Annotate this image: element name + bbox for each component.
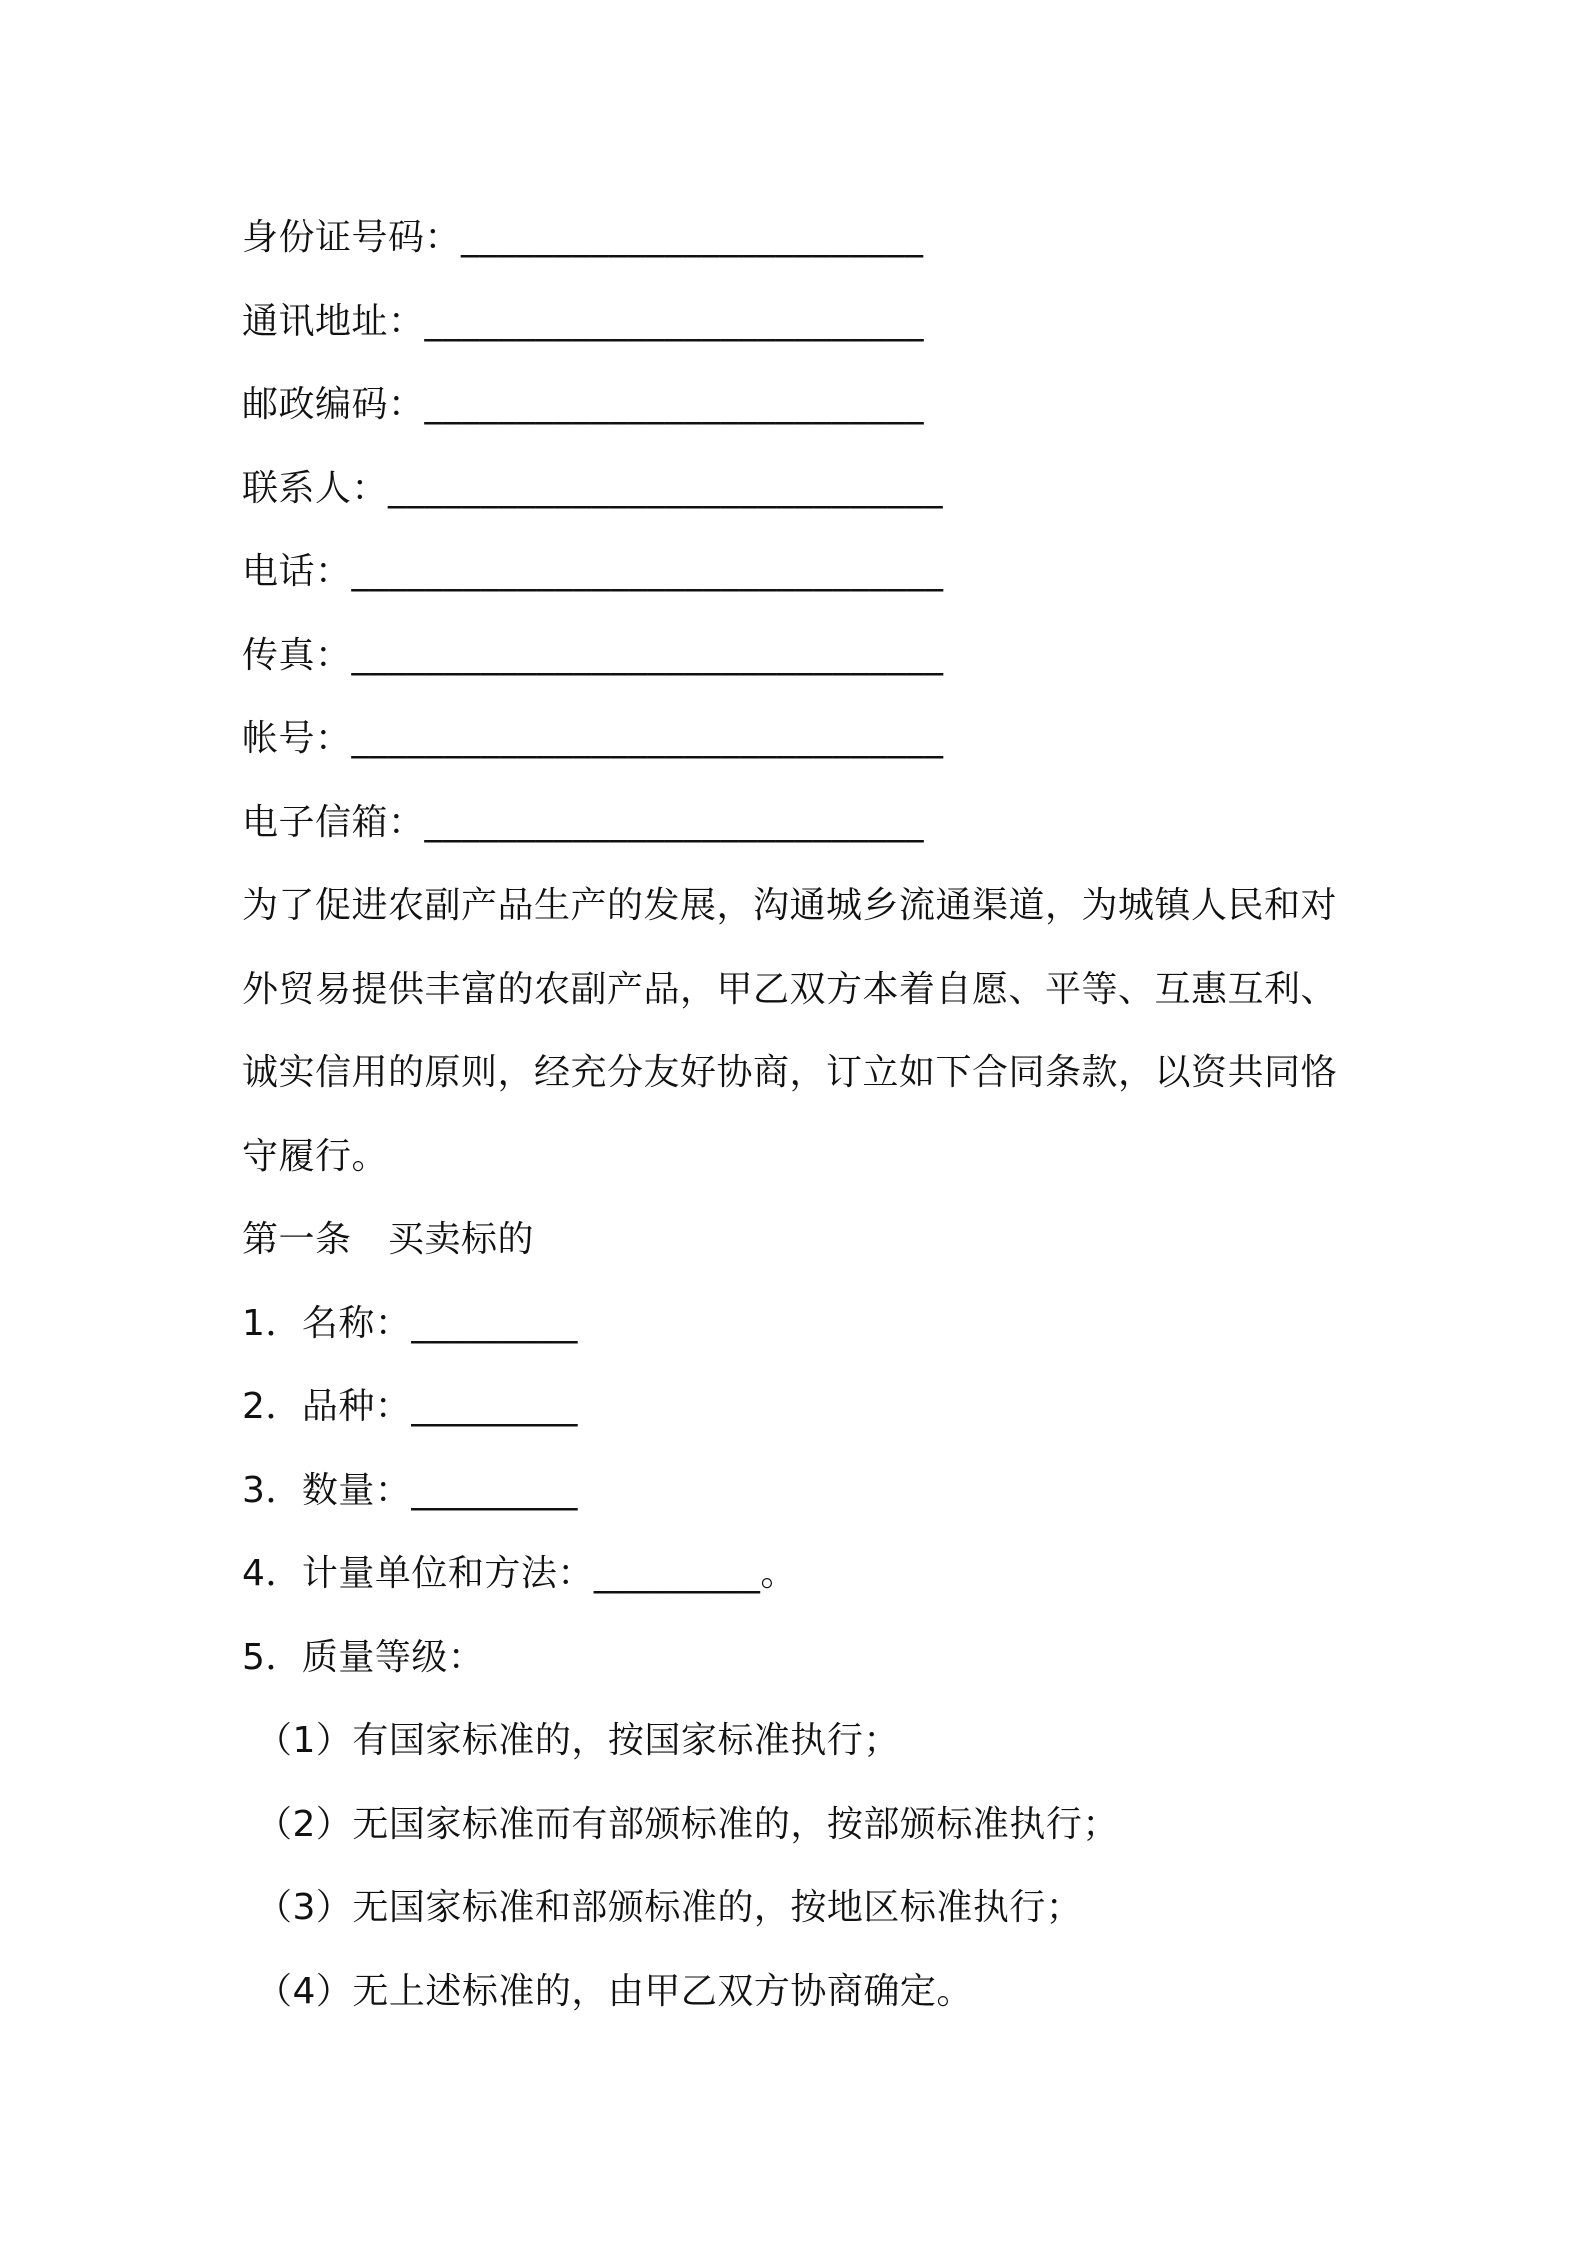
postal-code-field: 邮政编码：___________________________	[242, 384, 925, 425]
article-1-heading: 第一条 买卖标的	[242, 1219, 535, 1260]
intro-paragraph: 为了促进农副产品生产的发展，沟通城乡流通渠道，为城镇人民和对外贸易提供丰富的农副产品，甲乙双方本着自愿、平等、互惠互利、诚实信用的原则，经充分友好协商，订立如下合同条款，以资共同恪守履行。	[242, 885, 1338, 1177]
contract-body	[242, 196, 1362, 2033]
quality-level-3: （3）无国家标准和部颁标准的，按地区标准执行；	[256, 1887, 1083, 1928]
contact-person-field: 联系人：______________________________	[242, 467, 944, 509]
party-info-section	[242, 196, 1362, 864]
quality-level-4: （4）无上述标准的，由甲乙双方协商确定。	[256, 1970, 973, 2012]
id-number-field: 身份证号码：_________________________	[242, 217, 924, 258]
item-variety: 2．品种：_________	[242, 1386, 578, 1427]
phone-field: 电话：________________________________	[242, 551, 944, 592]
fax-field: 传真：________________________________	[242, 634, 944, 676]
quality-level-2: （2）无国家标准而有部颁标准的，按部颁标准执行；	[256, 1803, 1119, 1845]
email-field: 电子信箱：___________________________	[242, 801, 925, 843]
account-number-field: 帐号：________________________________	[242, 718, 944, 759]
item-name: 1．名称：_________	[242, 1302, 578, 1344]
item-quantity: 3．数量：_________	[242, 1469, 578, 1511]
item-measurement-method: 4．计量单位和方法：_________。	[242, 1553, 797, 1594]
mailing-address-field: 通讯地址：___________________________	[242, 300, 925, 342]
article-1-section	[242, 1198, 1362, 2033]
item-quality-grade: 5．质量等级：	[242, 1636, 485, 1678]
quality-level-1: （1）有国家标准的，按国家标准执行；	[256, 1720, 900, 1761]
